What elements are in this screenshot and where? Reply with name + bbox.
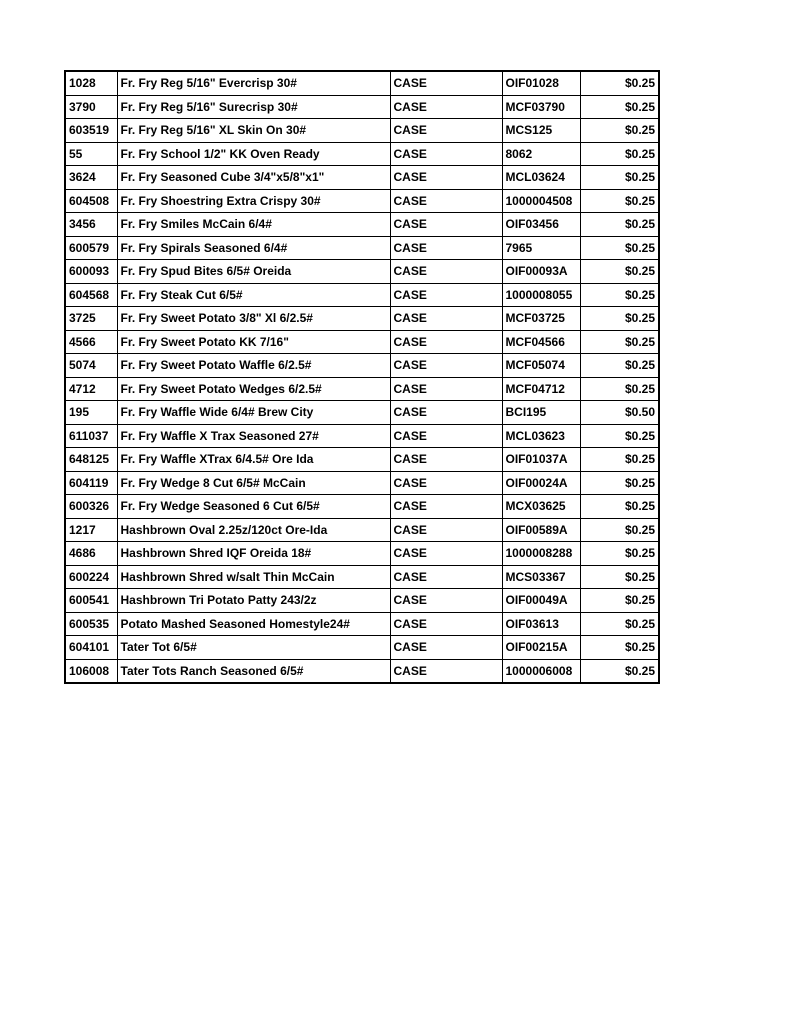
item-number-cell: 1000006008 [502,659,580,683]
table-row [65,213,659,237]
item-number-cell: 1000004508 [502,189,580,213]
item-number-cell: OIF03613 [502,612,580,636]
price-cell: $0.25 [580,330,659,354]
item-number-cell: MCX03625 [502,495,580,519]
product-code-cell: 4712 [65,377,117,401]
price-cell: $0.25 [580,213,659,237]
price-cell: $0.25 [580,542,659,566]
product-code-cell: 600224 [65,565,117,589]
unit-cell: CASE [390,424,502,448]
item-number-cell: 7965 [502,236,580,260]
unit-cell: CASE [390,448,502,472]
price-cell: $0.25 [580,377,659,401]
price-cell: $0.25 [580,354,659,378]
product-code-cell: 648125 [65,448,117,472]
product-code-cell: 603519 [65,119,117,143]
table-row [65,589,659,613]
price-cell: $0.25 [580,95,659,119]
item-number-cell: OIF03456 [502,213,580,237]
unit-cell: CASE [390,518,502,542]
product-code-cell: 5074 [65,354,117,378]
table-row [65,542,659,566]
item-number-cell: 8062 [502,142,580,166]
description-cell: Fr. Fry Sweet Potato KK 7/16" [117,330,390,354]
table-row [65,518,659,542]
item-number-cell: OIF00024A [502,471,580,495]
table-row [65,236,659,260]
table-row [65,283,659,307]
price-cell: $0.50 [580,401,659,425]
product-code-cell: 600326 [65,495,117,519]
item-number-cell: MCS03367 [502,565,580,589]
unit-cell: CASE [390,471,502,495]
price-cell: $0.25 [580,424,659,448]
product-code-cell: 604101 [65,636,117,660]
item-number-cell: MCF04712 [502,377,580,401]
price-cell: $0.25 [580,236,659,260]
table-row [65,659,659,683]
description-cell: Fr. Fry Waffle XTrax 6/4.5# Ore Ida [117,448,390,472]
unit-cell: CASE [390,213,502,237]
price-cell: $0.25 [580,166,659,190]
description-cell: Fr. Fry Wedge Seasoned 6 Cut 6/5# [117,495,390,519]
product-code-cell: 600093 [65,260,117,284]
description-cell: Fr. Fry Sweet Potato Wedges 6/2.5# [117,377,390,401]
description-cell: Fr. Fry Reg 5/16" XL Skin On 30# [117,119,390,143]
product-code-cell: 4686 [65,542,117,566]
description-cell: Fr. Fry Shoestring Extra Crispy 30# [117,189,390,213]
price-cell: $0.25 [580,119,659,143]
description-cell: Fr. Fry School 1/2" KK Oven Ready [117,142,390,166]
table-body [65,71,659,683]
price-cell: $0.25 [580,471,659,495]
price-cell: $0.25 [580,636,659,660]
product-code-cell: 604508 [65,189,117,213]
table-row [65,95,659,119]
product-code-cell: 4566 [65,330,117,354]
product-code-cell: 611037 [65,424,117,448]
price-cell: $0.25 [580,71,659,95]
unit-cell: CASE [390,142,502,166]
product-code-cell: 55 [65,142,117,166]
table-row [65,166,659,190]
price-cell: $0.25 [580,495,659,519]
item-number-cell: MCL03623 [502,424,580,448]
unit-cell: CASE [390,612,502,636]
item-number-cell: MCL03624 [502,166,580,190]
unit-cell: CASE [390,401,502,425]
unit-cell: CASE [390,307,502,331]
unit-cell: CASE [390,589,502,613]
item-number-cell: OIF00049A [502,589,580,613]
item-number-cell: 1000008288 [502,542,580,566]
description-cell: Tater Tot 6/5# [117,636,390,660]
unit-cell: CASE [390,283,502,307]
table-row [65,330,659,354]
description-cell: Hashbrown Shred w/salt Thin McCain [117,565,390,589]
product-code-cell: 600535 [65,612,117,636]
price-cell: $0.25 [580,448,659,472]
description-cell: Fr. Fry Spud Bites 6/5# Oreida [117,260,390,284]
item-number-cell: OIF01028 [502,71,580,95]
price-cell: $0.25 [580,142,659,166]
table-row [65,119,659,143]
description-cell: Fr. Fry Smiles McCain 6/4# [117,213,390,237]
item-number-cell: MCF03790 [502,95,580,119]
table-row [65,142,659,166]
table-row [65,260,659,284]
unit-cell: CASE [390,377,502,401]
table-row [65,424,659,448]
item-number-cell: OIF00093A [502,260,580,284]
product-code-cell: 1217 [65,518,117,542]
unit-cell: CASE [390,659,502,683]
product-code-cell: 3456 [65,213,117,237]
unit-cell: CASE [390,565,502,589]
price-cell: $0.25 [580,659,659,683]
unit-cell: CASE [390,95,502,119]
table-row [65,377,659,401]
table-row [65,189,659,213]
description-cell: Fr. Fry Waffle X Trax Seasoned 27# [117,424,390,448]
product-code-cell: 604568 [65,283,117,307]
unit-cell: CASE [390,260,502,284]
unit-cell: CASE [390,71,502,95]
table-row [65,401,659,425]
table-row [65,612,659,636]
item-number-cell: BCI195 [502,401,580,425]
table-row [65,636,659,660]
price-cell: $0.25 [580,307,659,331]
item-number-cell: 1000008055 [502,283,580,307]
product-code-cell: 3725 [65,307,117,331]
description-cell: Fr. Fry Reg 5/16" Evercrisp 30# [117,71,390,95]
table-row [65,71,659,95]
description-cell: Hashbrown Oval 2.25z/120ct Ore-Ida [117,518,390,542]
price-cell: $0.25 [580,189,659,213]
table-row [65,495,659,519]
unit-cell: CASE [390,119,502,143]
price-cell: $0.25 [580,260,659,284]
item-number-cell: MCF03725 [502,307,580,331]
unit-cell: CASE [390,495,502,519]
description-cell: Potato Mashed Seasoned Homestyle24# [117,612,390,636]
price-table [64,70,660,684]
table-row [65,448,659,472]
unit-cell: CASE [390,189,502,213]
price-cell: $0.25 [580,589,659,613]
price-cell: $0.25 [580,283,659,307]
unit-cell: CASE [390,636,502,660]
item-number-cell: OIF01037A [502,448,580,472]
description-cell: Fr. Fry Sweet Potato 3/8" Xl 6/2.5# [117,307,390,331]
item-number-cell: MCF04566 [502,330,580,354]
description-cell: Fr. Fry Reg 5/16" Surecrisp 30# [117,95,390,119]
description-cell: Hashbrown Tri Potato Patty 243/2z [117,589,390,613]
product-code-cell: 195 [65,401,117,425]
price-cell: $0.25 [580,612,659,636]
unit-cell: CASE [390,354,502,378]
item-number-cell: OIF00589A [502,518,580,542]
description-cell: Fr. Fry Sweet Potato Waffle 6/2.5# [117,354,390,378]
unit-cell: CASE [390,330,502,354]
description-cell: Fr. Fry Spirals Seasoned 6/4# [117,236,390,260]
price-cell: $0.25 [580,565,659,589]
description-cell: Fr. Fry Steak Cut 6/5# [117,283,390,307]
product-code-cell: 3624 [65,166,117,190]
unit-cell: CASE [390,236,502,260]
product-code-cell: 106008 [65,659,117,683]
table-row [65,565,659,589]
description-cell: Hashbrown Shred IQF Oreida 18# [117,542,390,566]
product-code-cell: 3790 [65,95,117,119]
product-code-cell: 600541 [65,589,117,613]
item-number-cell: MCS125 [502,119,580,143]
item-number-cell: OIF00215A [502,636,580,660]
product-code-cell: 1028 [65,71,117,95]
table-row [65,307,659,331]
table-row [65,354,659,378]
table-row [65,471,659,495]
price-cell: $0.25 [580,518,659,542]
unit-cell: CASE [390,542,502,566]
description-cell: Fr. Fry Wedge 8 Cut 6/5# McCain [117,471,390,495]
product-code-cell: 600579 [65,236,117,260]
unit-cell: CASE [390,166,502,190]
item-number-cell: MCF05074 [502,354,580,378]
product-code-cell: 604119 [65,471,117,495]
description-cell: Tater Tots Ranch Seasoned 6/5# [117,659,390,683]
description-cell: Fr. Fry Waffle Wide 6/4# Brew City [117,401,390,425]
description-cell: Fr. Fry Seasoned Cube 3/4"x5/8"x1" [117,166,390,190]
